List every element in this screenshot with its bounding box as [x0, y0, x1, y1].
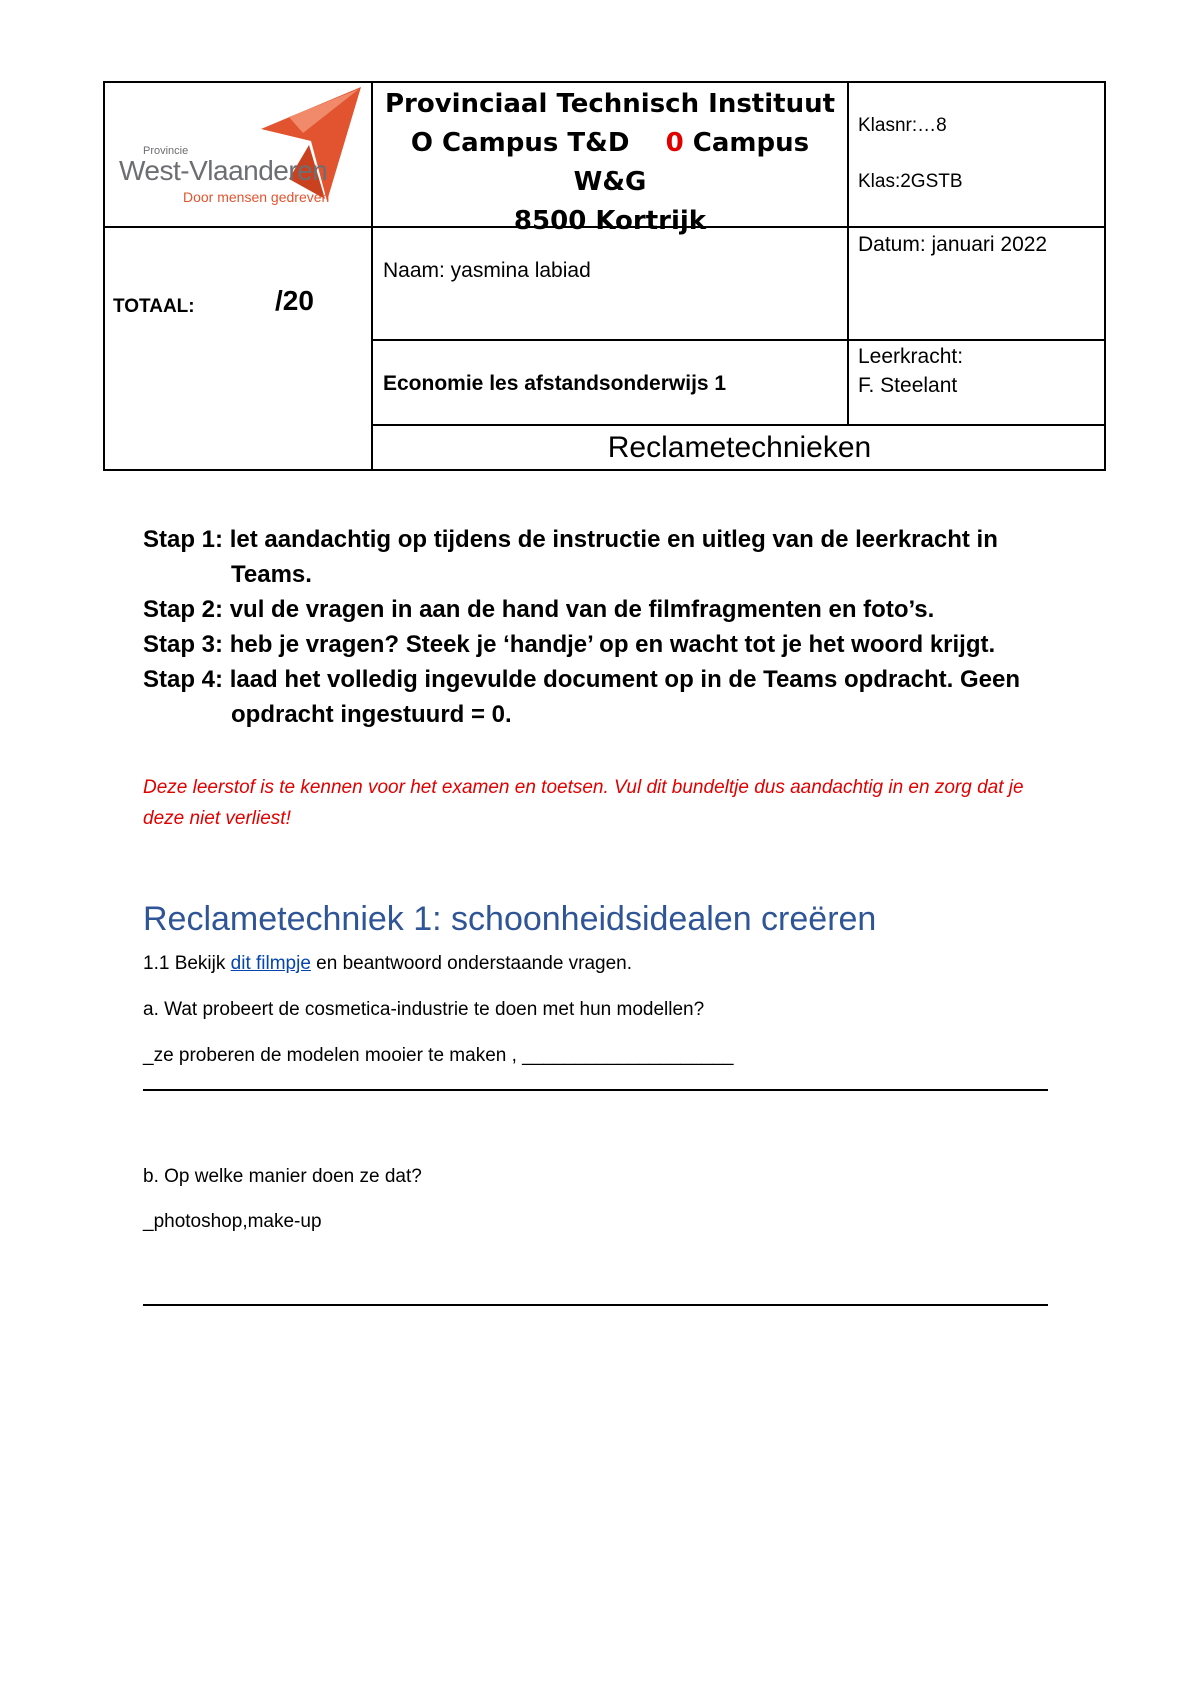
campus1-mark: O — [410, 128, 433, 158]
step-label: Stap 4: — [143, 666, 224, 693]
header-table — [103, 81, 1106, 471]
step-label: Stap 3: — [143, 631, 224, 658]
campus1-name: Campus T&D — [442, 128, 630, 158]
campus2-name: Campus W&G — [573, 128, 810, 197]
answer-a-line — [143, 1089, 1048, 1091]
school-city: 8500 Kortrijk — [513, 206, 707, 236]
campus2-mark: 0 — [665, 128, 684, 158]
province-logo — [113, 83, 368, 223]
answer-a[interactable]: _ze proberen de modelen mooier te maken , ____________________ — [143, 1045, 734, 1066]
step-label: Stap 2: — [143, 596, 224, 623]
warning-note: Deze leerstof is te kennen voor het examen en toetsen. Vul dit bundeltje dus aandachtig in en zorg dat je deze niet verliest! — [143, 777, 1024, 829]
school-line1: Provinciaal Technisch Instituut — [384, 89, 836, 119]
section-heading: Reclametechniek 1: schoonheidsidealen creëren — [143, 900, 877, 938]
school-name — [373, 85, 847, 241]
steps-list — [143, 522, 1020, 732]
step-4 — [143, 662, 1020, 697]
klas-field: Klas:2GSTB — [858, 171, 963, 192]
question-a: a. Wat probeert de cosmetica-industrie te doen met hun modellen? — [143, 999, 705, 1020]
instruction-text-end: en beantwoord onderstaande vragen. — [310, 953, 633, 974]
step-text: laad het volledig ingevulde document op in de Teams opdracht. Geen — [229, 666, 1021, 693]
logo-tagline: Door mensen gedreven — [183, 189, 330, 205]
school-campus-line — [373, 124, 847, 202]
instruction-text: 1.1 Bekijk — [143, 953, 231, 974]
step-text-cont: Teams. — [231, 561, 312, 588]
step-text: heb je vragen? Steek je ‘handje’ op en wacht tot je het woord krijgt. — [229, 631, 996, 658]
step-text: vul de vragen in aan de hand van de filmfragmenten en foto’s. — [229, 596, 935, 623]
step-2 — [143, 592, 1020, 627]
step-text-cont: opdracht ingestuurd = 0. — [231, 701, 512, 728]
video-link[interactable]: dit filmpje — [230, 953, 311, 974]
totaal-value: /20 — [275, 285, 314, 316]
logo-small-text: Provincie — [143, 145, 189, 157]
answer-b[interactable]: _photoshop,make-up — [143, 1211, 322, 1232]
name-field: Naam: yasmina labiad — [383, 259, 591, 282]
question-b: b. Op welke manier doen ze dat? — [143, 1166, 422, 1187]
teacher-label: Leerkracht: — [858, 345, 964, 368]
step-text: let aandachtig op tijdens de instructie en uitleg van de leerkracht in — [229, 526, 998, 553]
answer-b-line — [143, 1304, 1048, 1306]
instruction-line — [143, 953, 632, 975]
date-field: Datum: januari 2022 — [858, 233, 1048, 256]
teacher-name: F. Steelant — [858, 374, 958, 397]
worksheet-title: Reclametechnieken — [607, 431, 872, 464]
klasnr-field: Klasnr:…8 — [858, 115, 947, 136]
subject-field: Economie les afstandsonderwijs 1 — [383, 372, 727, 395]
step-1 — [143, 522, 1020, 557]
step-3 — [143, 627, 1020, 662]
logo-name: West-Vlaanderen — [119, 155, 328, 186]
totaal-label: TOTAAL: — [113, 296, 195, 317]
step-label: Stap 1: — [143, 526, 224, 553]
